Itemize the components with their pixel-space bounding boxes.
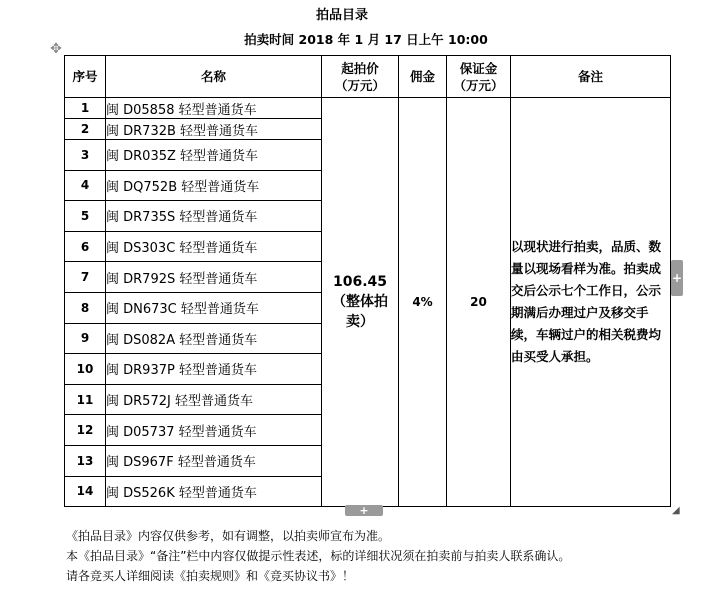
add-column-plus-icon[interactable]: + bbox=[671, 260, 683, 296]
footnote-2: 本《拍品目录》“备注”栏中内容仅做提示性表述，标的详细状况须在拍卖前与拍卖人联系确认。 bbox=[66, 549, 571, 563]
starting-price-cell bbox=[322, 98, 399, 507]
row-name: 闽 DQ752B 轻型普通货车 bbox=[106, 170, 322, 201]
row-name: 闽 DR937P 轻型普通货车 bbox=[106, 354, 322, 385]
header-price bbox=[322, 56, 399, 98]
row-name: 闽 DR035Z 轻型普通货车 bbox=[106, 140, 322, 171]
header-commission: 佣金 bbox=[399, 56, 447, 98]
header-deposit-line1: 保证金 bbox=[459, 60, 498, 76]
row-num: 12 bbox=[65, 415, 106, 446]
table-resize-handle-icon[interactable]: ◢ bbox=[672, 505, 680, 516]
add-row-plus-icon[interactable]: + bbox=[345, 505, 383, 516]
header-remark: 备注 bbox=[511, 56, 671, 98]
row-num: 7 bbox=[65, 262, 106, 293]
row-name: 闽 DR732B 轻型普通货车 bbox=[106, 119, 322, 140]
header-deposit-line2: （万元） bbox=[453, 77, 504, 93]
row-name: 闽 D05737 轻型普通货车 bbox=[106, 415, 322, 446]
row-name: 闽 DS967F 轻型普通货车 bbox=[106, 445, 322, 476]
header-price-line1: 起拍价 bbox=[341, 60, 379, 76]
header-num: 序号 bbox=[65, 56, 106, 98]
footnote-3: 请各竞买人详细阅读《拍卖规则》和《竞买协议书》！ bbox=[66, 569, 355, 583]
lot-catalog-table bbox=[64, 55, 671, 507]
row-name: 闽 D05858 轻型普通货车 bbox=[106, 98, 322, 119]
row-num: 9 bbox=[65, 323, 106, 354]
row-num: 6 bbox=[65, 231, 106, 262]
remark-cell: 以现状进行拍卖，品质、数量以现场看样为准。拍卖成交后公示七个工作日，公示期满后办理过户及移交手续，车辆过户的相关税费均由买受人承担。 bbox=[511, 98, 671, 507]
row-num: 1 bbox=[65, 98, 106, 119]
row-num: 2 bbox=[65, 119, 106, 140]
row-name: 闽 DS082A 轻型普通货车 bbox=[106, 323, 322, 354]
deposit-cell: 20 bbox=[447, 98, 511, 507]
row-num: 13 bbox=[65, 445, 106, 476]
row-name: 闽 DR792S 轻型普通货车 bbox=[106, 262, 322, 293]
row-num: 11 bbox=[65, 384, 106, 415]
starting-price-value: 106.45 bbox=[332, 274, 388, 291]
commission-cell: 4% bbox=[399, 98, 447, 507]
row-num: 14 bbox=[65, 476, 106, 507]
row-num: 10 bbox=[65, 354, 106, 385]
header-deposit bbox=[447, 56, 511, 98]
footnote-1: 《拍品目录》内容仅供参考，如有调整，以拍卖师宣布为准。 bbox=[66, 529, 391, 543]
catalog-title: 拍品目录 bbox=[315, 8, 368, 23]
row-name: 闽 DR735S 轻型普通货车 bbox=[106, 201, 322, 232]
row-num: 3 bbox=[65, 140, 106, 171]
table-move-handle-icon[interactable]: ✥ bbox=[50, 41, 62, 57]
table-row bbox=[65, 98, 671, 119]
header-name: 名称 bbox=[106, 56, 322, 98]
row-name: 闽 DN673C 轻型普通货车 bbox=[106, 292, 322, 323]
row-num: 5 bbox=[65, 201, 106, 232]
row-name: 闽 DS303C 轻型普通货车 bbox=[106, 231, 322, 262]
footnotes bbox=[66, 526, 716, 586]
table-header-row bbox=[65, 56, 671, 98]
row-num: 4 bbox=[65, 170, 106, 201]
header-price-line2: （万元） bbox=[334, 77, 385, 93]
row-name: 闽 DS526K 轻型普通货车 bbox=[106, 476, 322, 507]
row-num: 8 bbox=[65, 292, 106, 323]
row-name: 闽 DR572J 轻型普通货车 bbox=[106, 384, 322, 415]
starting-price-note: （整体拍卖） bbox=[332, 294, 388, 331]
auction-time: 拍卖时间 2018 年 1 月 17 日上午 10:00 bbox=[244, 32, 488, 47]
